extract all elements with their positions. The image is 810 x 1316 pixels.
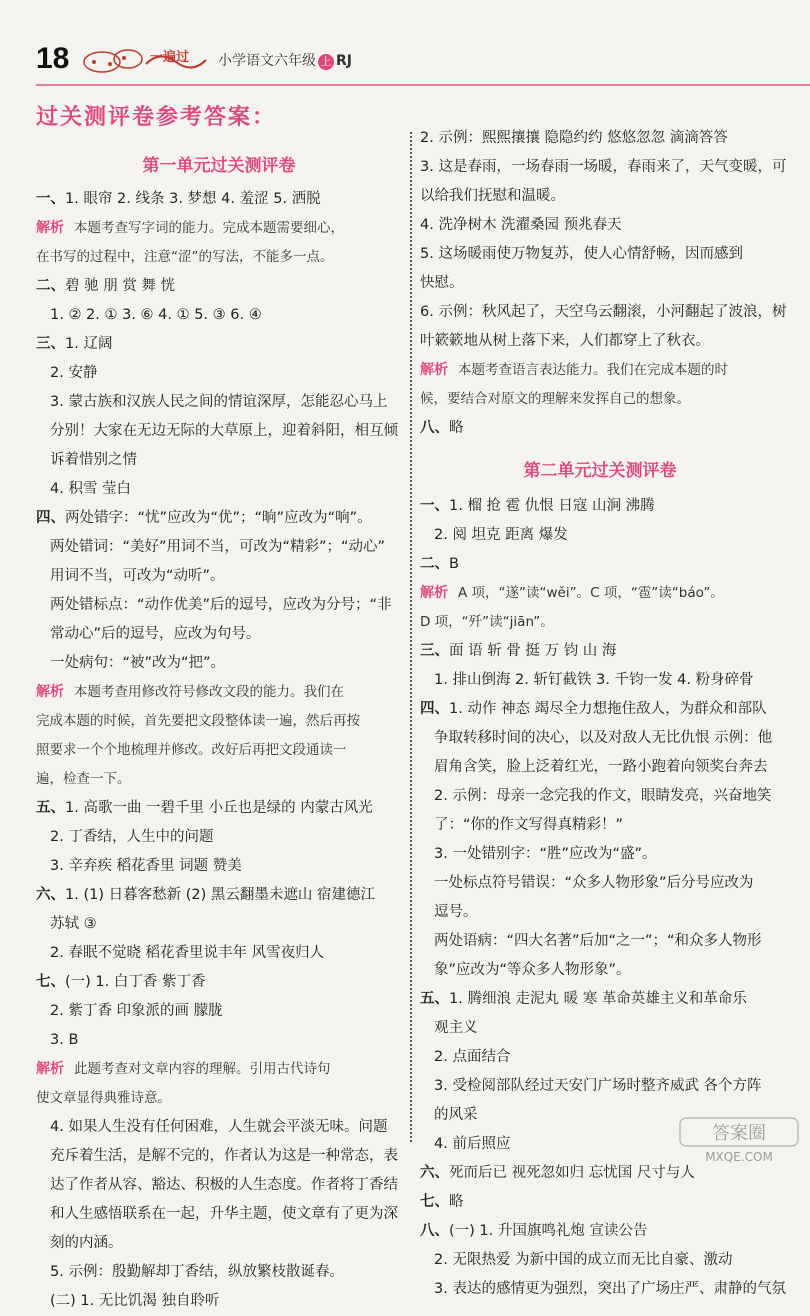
section-title: 第二单元过关测评卷 (523, 461, 677, 481)
line-text: 1. 腾细浪 走泥丸 暖 寒 革命英雄主义和革命乐 (449, 991, 747, 1007)
line-text: 遍，检查一下。 (36, 771, 131, 787)
analysis-line (36, 214, 402, 243)
watermark-url: MXQE.COM (705, 1150, 773, 1164)
answer-line (36, 475, 402, 504)
line-text: 1. 高歌一曲 一碧千里 小丘也是绿的 内蒙古风光 (65, 800, 373, 816)
analysis-tag: 解析 (36, 684, 64, 700)
analysis-line (420, 608, 780, 637)
line-text: 两处语病：“四大名著”后加“之一”；“和众多人物形 (434, 933, 762, 949)
line-text: 2. 丁香结，人生中的问题 (50, 829, 214, 845)
answer-line (420, 240, 780, 269)
line-text: 诉着惜别之情 (50, 452, 137, 468)
answer-line (420, 927, 780, 956)
line-text: 4. 积雪 莹白 (50, 481, 132, 497)
line-text: 象”应改为“等众多人物形象”。 (434, 962, 631, 978)
line-text: 2. 无限热爱 为新中国的成立而无比自豪、激动 (434, 1252, 733, 1268)
line-text: 2. 示例：熙熙攘攘 隐隐约约 悠悠忽忽 滴滴答答 (420, 130, 728, 146)
answer-line (420, 1275, 786, 1304)
line-text: D 项，“歼”读“jiān”。 (420, 614, 554, 630)
answer-line (420, 782, 780, 811)
answer-line (420, 298, 787, 327)
answer-line (420, 811, 780, 840)
line-text: 2. 阅 坦克 距离 爆发 (434, 527, 568, 543)
answer-line (36, 359, 402, 388)
watermark-logo (674, 1116, 804, 1166)
question-number: 五、 (36, 800, 65, 816)
answer-line (420, 269, 780, 298)
answer-line (420, 1246, 780, 1275)
question-number: 六、 (420, 1165, 449, 1181)
line-text: 1. 眼帘 2. 线条 3. 梦想 4. 羞涩 5. 洒脱 (65, 191, 321, 207)
analysis-tag: 解析 (420, 585, 448, 601)
line-text: 2. 紫丁香 印象派的画 朦胧 (50, 1003, 223, 1019)
line-text: 1. ② 2. ① 3. ⑥ 4. ① 5. ③ 6. ④ (50, 307, 262, 323)
line-text: 候，要结合对原文的理解来发挥自己的想象。 (420, 391, 690, 407)
answer-line (420, 898, 780, 927)
answer-line (420, 1043, 780, 1072)
answer-line (420, 550, 780, 579)
analysis-line (36, 678, 402, 707)
answer-line (36, 1287, 402, 1316)
line-text: 达了作者从容、豁达、积极的人生态度。作者将丁香结 (50, 1177, 398, 1193)
header-rule (36, 84, 810, 86)
analysis-line (36, 1055, 402, 1084)
line-text: 2. 春眠不觉晓 稻花香里说丰年 风雪夜归人 (50, 945, 325, 961)
answer-line (36, 620, 402, 649)
line-text: 2. 安静 (50, 365, 98, 381)
line-text: 略 (449, 1194, 464, 1210)
answer-line (36, 997, 402, 1026)
line-text: 3. 表达的感情更为强烈，突出了广场庄严、肃静的气氛 (434, 1281, 786, 1297)
answer-line (420, 1014, 780, 1043)
line-text: 3. 辛弃疾 稻花香里 词题 赞美 (50, 858, 242, 874)
question-number: 四、 (36, 510, 65, 526)
answer-line (36, 1113, 402, 1142)
answer-line (420, 492, 780, 521)
question-number: 一、 (420, 498, 449, 514)
answer-line (36, 649, 402, 678)
answer-line (36, 939, 402, 968)
line-text: 6. 示例：秋风起了，天空乌云翻滚，小河翻起了波浪，树 (420, 304, 787, 320)
line-text: 分别！大家在无边无际的大草原上，迎着斜阳，相互倾 (50, 423, 398, 439)
answer-line (420, 724, 780, 753)
answer-line (36, 388, 402, 417)
column-divider (410, 132, 412, 1142)
line-text: 完成本题的时候，首先要把文段整体读一遍，然后再按 (36, 713, 360, 729)
answer-line (36, 591, 402, 620)
line-text: 2. 示例：母亲一念完我的作文，眼睛发亮，兴奋地笑 (434, 788, 772, 804)
grade-text: 小学语文六年级 上 RJ (218, 53, 352, 69)
line-text: A 项，“遂”读“wěi”。C 项，“雹”读“báo”。 (458, 585, 724, 601)
answer-line (420, 840, 780, 869)
line-text: 逗号。 (434, 904, 478, 920)
answer-line (36, 504, 402, 533)
line-text: 1. 排山倒海 2. 斩钉截铁 3. 千钧一发 4. 粉身碎骨 (434, 672, 754, 688)
line-text: 两处错标点：“动作优美”后的逗号，应改为分号；“非 (50, 597, 392, 613)
answer-line (36, 881, 402, 910)
line-text: 此题考查对文章内容的理解。引用古代诗句 (74, 1061, 331, 1077)
line-text: (一) 1. 白丁香 紫丁香 (65, 974, 206, 990)
line-text: 眉角含笑，脸上泛着红光，一路小跑着向领奖台奔去 (434, 759, 768, 775)
answer-line (36, 272, 402, 301)
watermark-text: 答案圈 (712, 1123, 766, 1144)
answer-line (420, 211, 780, 240)
answer-line (36, 852, 402, 881)
line-text: 观主义 (434, 1020, 478, 1036)
analysis-tag: 解析 (36, 1061, 64, 1077)
answer-line (36, 301, 402, 330)
analysis-line (36, 736, 402, 765)
answer-line (36, 446, 402, 475)
line-text: 3. 这是春雨，一场春雨一场暖，春雨来了，天气变暖，可 (420, 159, 787, 175)
answer-line (36, 417, 402, 446)
question-number: 五、 (420, 991, 449, 1007)
line-text: 1. 动作 神态 竭尽全力想拖住敌人，为群众和部队 (449, 701, 767, 717)
line-text: 常动心”后的逗号，应改为句号。 (50, 626, 261, 642)
analysis-tag: 解析 (36, 220, 64, 236)
line-text: 以给我们抚慰和温暖。 (420, 188, 565, 204)
answer-line (420, 753, 780, 782)
analysis-line (420, 579, 780, 608)
answer-line (420, 956, 780, 985)
line-text: 本题考查用修改符号修改文段的能力。我们在 (74, 684, 344, 700)
analysis-line (36, 1084, 402, 1113)
answer-line (36, 794, 402, 823)
answer-line (36, 1142, 402, 1171)
line-text: 本题考查语言表达能力。我们在完成本题的时 (458, 362, 728, 378)
line-text: 使文章显得典雅诗意。 (36, 1090, 171, 1106)
question-number: 二、 (420, 556, 449, 572)
answer-line (420, 666, 780, 695)
line-text: 3. 受检阅部队经过天安门广场时整齐威武 各个方阵 (434, 1078, 762, 1094)
analysis-line (36, 243, 402, 272)
analysis-line (36, 765, 402, 794)
line-text: 充斥着生活，是解不完的，作者认为这是一种常态，表 (50, 1148, 398, 1164)
line-text: 和人生感悟联系在一起，升华主题，使文章有了更为深 (50, 1206, 398, 1222)
analysis-line (36, 707, 402, 736)
line-text: 1. 辽阔 (65, 336, 113, 352)
logo-text: 一遍过 (150, 50, 190, 65)
line-text: 苏轼 ③ (50, 916, 97, 932)
question-number: 七、 (36, 974, 65, 990)
answer-line (36, 968, 402, 997)
line-text: 用词不当，可改为“动听”。 (50, 568, 225, 584)
question-number: 七、 (420, 1194, 449, 1210)
line-text: 死而后已 视死忽如归 忘忧国 尺寸与人 (449, 1165, 695, 1181)
line-text: 照要求一个个地梳理并修改。改好后再把文段通读一 (36, 742, 347, 758)
line-text: 5. 示例：殷勤解却丁香结，纵放繁枝散诞春。 (50, 1264, 344, 1280)
answer-line (420, 1217, 780, 1246)
line-text: 本题考查写字词的能力。完成本题需要细心， (74, 220, 344, 236)
line-text: (一) 1. 升国旗鸣礼炮 宣读公告 (449, 1223, 648, 1239)
analysis-line (420, 356, 780, 385)
answer-line (36, 330, 402, 359)
line-text: 争取转移时间的决心，以及对敌人无比仇恨 示例：他 (434, 730, 773, 746)
question-number: 二、 (36, 278, 65, 294)
answer-line (420, 1188, 780, 1217)
line-text: 3. B (50, 1032, 79, 1048)
line-text: 两处错字：“忧”应改为“优”；“晌”应改为“响”。 (65, 510, 372, 526)
answer-line (36, 1171, 402, 1200)
answer-line (36, 910, 402, 939)
line-text: 5. 这场暖雨使万物复苏，使人心情舒畅，因而感到 (420, 246, 743, 262)
answer-line (420, 1072, 780, 1101)
line-text: 2. 点面结合 (434, 1049, 511, 1065)
question-number: 八、 (420, 1223, 449, 1239)
answer-line (420, 327, 780, 356)
question-number: 六、 (36, 887, 65, 903)
answer-line (420, 869, 780, 898)
answer-line (420, 985, 780, 1014)
question-number: 四、 (420, 701, 449, 717)
answer-line (420, 153, 787, 182)
answer-line (420, 414, 780, 443)
answer-line (36, 1200, 402, 1229)
answer-line (36, 823, 402, 852)
line-text: 了：“你的作文写得真精彩！” (434, 817, 624, 833)
line-text: 略 (449, 420, 464, 436)
line-text: (二) 1. 无比饥渴 独自聆听 (50, 1293, 220, 1309)
question-number: 三、 (36, 336, 65, 352)
answer-line (36, 1229, 402, 1258)
answer-line (36, 533, 402, 562)
brand-header (80, 44, 380, 78)
left-column (36, 124, 402, 1316)
question-number: 一、 (36, 191, 65, 207)
answer-line (420, 637, 780, 666)
decorative-swirl-icon (80, 44, 210, 78)
line-text: 叶簌簌地从树上落下来，人们都穿上了秋衣。 (420, 333, 710, 349)
line-text: 4. 洗净树木 洗濯桑园 预兆春天 (420, 217, 622, 233)
line-text: B (449, 556, 459, 572)
line-text: 4. 前后照应 (434, 1136, 511, 1152)
analysis-tag: 解析 (420, 362, 448, 378)
answer-line (420, 521, 780, 550)
answer-line (36, 1026, 402, 1055)
answer-line (420, 182, 780, 211)
answer-line (36, 1258, 402, 1287)
analysis-line (420, 385, 780, 414)
line-text: 4. 如果人生没有任何困难，人生就会平淡无味。问题 (50, 1119, 388, 1135)
page-title: 过关测评卷参考答案： (36, 105, 277, 130)
section-title: 第一单元过关测评卷 (142, 156, 296, 176)
line-text: 刻的内涵。 (50, 1235, 123, 1251)
line-text: 两处错词：“美好”用词不当，可改为“精彩”；“动心” (50, 539, 386, 555)
question-number: 八、 (420, 420, 449, 436)
line-text: 在书写的过程中，注意“涩”的写法，不能多一点。 (36, 249, 334, 265)
line-text: 的风采 (434, 1107, 478, 1123)
line-text: 1. 榴 抢 雹 仇恨 日寇 山涧 沸腾 (449, 498, 655, 514)
line-text: 3. 蒙古族和汉族人民之间的情谊深厚，怎能忍心马上 (50, 394, 388, 410)
line-text: 一处标点符号错误：“众多人物形象”后分号应改为 (434, 875, 754, 891)
line-text: 1. (1) 日暮客愁新 (2) 黑云翻墨未遮山 宿建德江 (65, 887, 375, 903)
page-number: 18 (36, 42, 70, 75)
line-text: 3. 一处错别字：“胜”应改为“盛”。 (434, 846, 657, 862)
line-text: 面 语 斩 骨 挺 万 钧 山 海 (449, 643, 617, 659)
answer-line (36, 185, 402, 214)
line-text: 一处病句：“被”改为“把”。 (50, 655, 226, 671)
answer-line (36, 562, 402, 591)
line-text: 快慰。 (420, 275, 464, 291)
question-number: 三、 (420, 643, 449, 659)
answer-line (420, 695, 780, 724)
answer-line (420, 124, 780, 153)
line-text: 碧 驰 朋 赏 舞 恍 (65, 278, 176, 294)
